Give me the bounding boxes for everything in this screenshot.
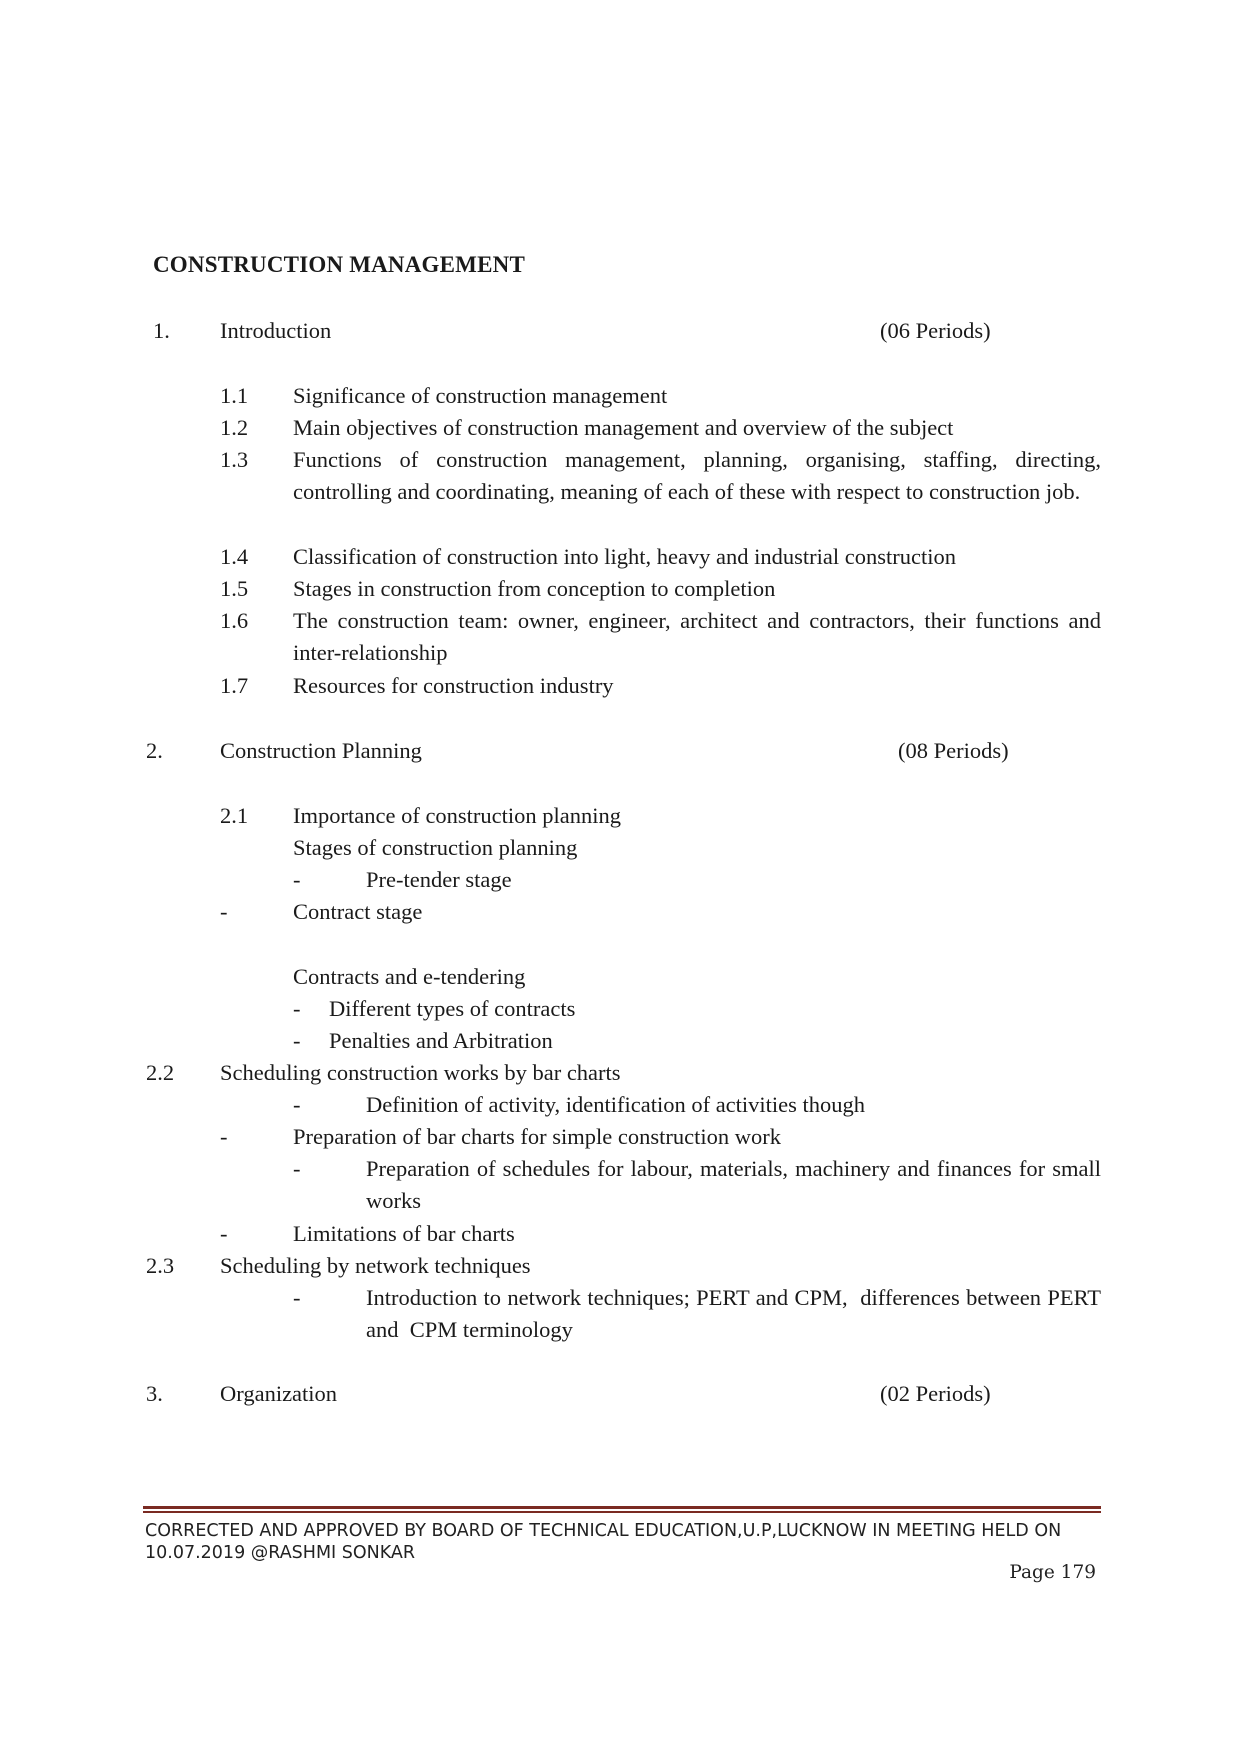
item-text: Importance of construction planning — [293, 803, 622, 828]
dash-bullet: - — [220, 899, 228, 924]
dash-bullet: - — [220, 1124, 228, 1149]
item-text: Different types of contracts — [329, 996, 576, 1021]
dash-bullet: - — [293, 1028, 301, 1053]
dash-bullet: - — [293, 996, 301, 1021]
section-1-number: 1. — [153, 318, 170, 343]
item-text: Preparation of bar charts for simple construction work — [293, 1124, 781, 1149]
section-2-number: 2. — [146, 738, 163, 763]
section-1-periods: (06 Periods) — [880, 318, 991, 343]
item-text: Introduction to network techniques; PERT and CPM, differences between PERT and CPM terminology — [366, 1285, 1113, 1342]
footer-divider — [143, 1506, 1101, 1509]
item-text: Main objectives of construction management and overview of the subject — [293, 415, 954, 440]
item-number: 1.6 — [220, 608, 249, 633]
item-text: Scheduling by network techniques — [220, 1253, 531, 1278]
dash-bullet: - — [293, 867, 301, 892]
footer-approval-text: CORRECTED AND APPROVED BY BOARD OF TECHNICAL EDUCATION,U.P,LUCKNOW IN MEETING HELD ON — [145, 1521, 1062, 1541]
item-number: 2.3 — [146, 1253, 175, 1278]
section-1-heading: Introduction — [220, 318, 332, 343]
item-number: 2.2 — [146, 1060, 175, 1085]
item-text: Functions of construction management, planning, organising, staffing, directing, controlling and coordinating, meaning of each of these with respect to construction job. — [293, 447, 1101, 504]
dash-bullet: - — [293, 1285, 301, 1310]
section-3-heading: Organization — [220, 1381, 338, 1406]
section-2-periods: (08 Periods) — [898, 738, 1009, 763]
item-text: Significance of construction management — [293, 383, 668, 408]
item-number: 1.4 — [220, 544, 249, 569]
document-title: CONSTRUCTION MANAGEMENT — [153, 252, 525, 277]
item-number: 1.5 — [220, 576, 249, 601]
item-text: Contract stage — [293, 899, 423, 924]
section-3-periods: (02 Periods) — [880, 1381, 991, 1406]
dash-bullet: - — [293, 1156, 301, 1181]
page-number: Page 179 — [1009, 1562, 1096, 1583]
item-text: Stages of construction planning — [293, 835, 578, 860]
item-number: 1.7 — [220, 673, 249, 698]
dash-bullet: - — [220, 1221, 228, 1246]
section-2-heading: Construction Planning — [220, 738, 422, 763]
item-number: 1.1 — [220, 383, 249, 408]
footer-divider — [143, 1511, 1101, 1513]
item-text: Pre-tender stage — [366, 867, 512, 892]
item-text: Preparation of schedules for labour, materials, machinery and finances for small works — [366, 1156, 1101, 1213]
item-text: Limitations of bar charts — [293, 1221, 515, 1246]
item-text: Penalties and Arbitration — [329, 1028, 553, 1053]
item-number: 1.3 — [220, 447, 249, 472]
item-number: 2.1 — [220, 803, 249, 828]
item-text: Resources for construction industry — [293, 673, 614, 698]
item-text: Definition of activity, identification of activities though — [366, 1092, 866, 1117]
dash-bullet: - — [293, 1092, 301, 1117]
item-text: The construction team: owner, engineer, architect and contractors, their functions and inter-relationship — [293, 608, 1101, 665]
item-text: Contracts and e-tendering — [293, 964, 526, 989]
item-text: Scheduling construction works by bar charts — [220, 1060, 621, 1085]
item-number: 1.2 — [220, 415, 249, 440]
section-3-number: 3. — [146, 1381, 163, 1406]
item-text: Classification of construction into light, heavy and industrial construction — [293, 544, 957, 569]
item-text: Stages in construction from conception to completion — [293, 576, 776, 601]
footer-date-author: 10.07.2019 @RASHMI SONKAR — [145, 1543, 416, 1563]
